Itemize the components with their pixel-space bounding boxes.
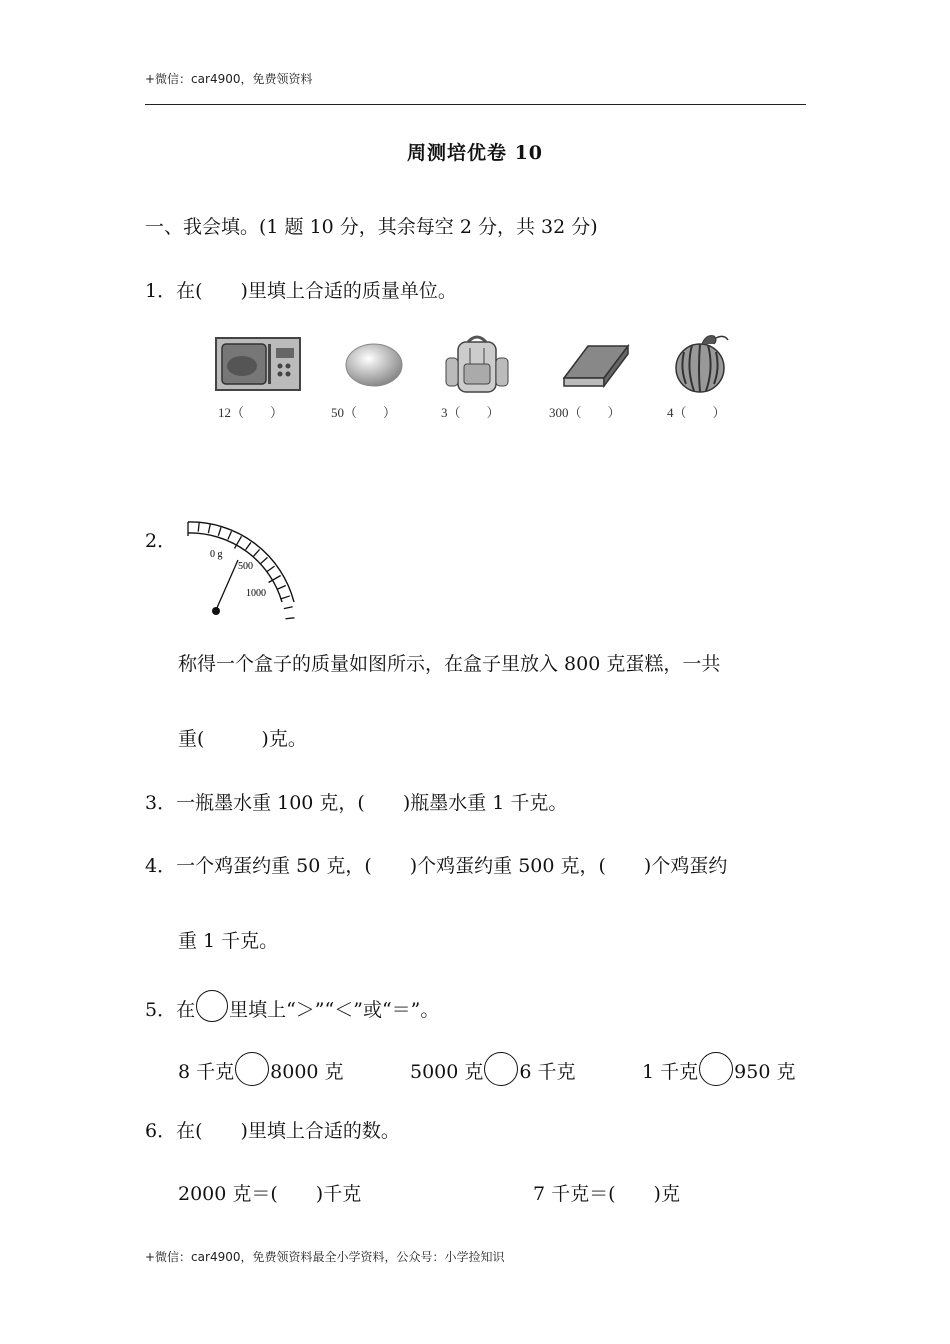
question-5-suffix: 里填上“＞”“＜”或“＝”。: [229, 999, 440, 1021]
watermelon-icon: [668, 330, 734, 400]
comparison-1: [178, 1052, 344, 1086]
scale-pivot: [212, 607, 220, 615]
question-5-prefix: 5．在: [145, 999, 196, 1021]
answer-circle-3[interactable]: [699, 1052, 733, 1086]
scale-tick: [285, 618, 294, 619]
question-1-text: 1．在( )里填上合适的质量单位。: [145, 280, 457, 302]
comparison-3-left: 1 千克: [642, 1061, 699, 1083]
question-2-line2: 重( )克。: [178, 728, 307, 750]
question-5-text: [145, 990, 439, 1022]
scale-tick: [218, 527, 221, 536]
scale-dial: [180, 516, 300, 624]
comparison-3-right: 950 克: [734, 1061, 796, 1083]
scale-tick: [254, 549, 260, 556]
q1-label-backpack: 3（ ）: [441, 405, 500, 420]
comparison-1-left: 8 千克: [178, 1061, 235, 1083]
scale-tick: [261, 557, 268, 563]
backpack-icon: [440, 334, 514, 400]
comparison-1-right: 8000 克: [270, 1061, 344, 1083]
scale-label-1000: 1000: [246, 588, 266, 599]
scale-label-500: 500: [238, 561, 253, 572]
compare-circle-icon: [196, 990, 228, 1022]
question-2-line1: 称得一个盒子的质量如图所示，在盒子里放入 800 克蛋糕，一共: [178, 653, 721, 675]
scale-needle: [216, 560, 238, 610]
answer-circle-1[interactable]: [235, 1052, 269, 1086]
scale-tick: [228, 531, 232, 539]
q1-label-watermelon: 4（ ）: [667, 405, 726, 420]
question-6-text: 6．在( )里填上合适的数。: [145, 1120, 400, 1142]
page-footer: +微信：car4900，免费领资料最全小学资料，公众号：小学捡知识: [145, 1250, 505, 1264]
header-rule: [145, 104, 806, 105]
section-heading: 一、我会填。(1 题 10 分，其余每空 2 分，共 32 分): [145, 216, 598, 238]
page-title: 周测培优卷 10: [406, 142, 544, 164]
answer-circle-2[interactable]: [484, 1052, 518, 1086]
q1-label-egg: 50（ ）: [331, 405, 397, 420]
q1-label-microwave: 12（ ）: [218, 405, 284, 420]
question-3-text: 3．一瓶墨水重 100 克，( )瓶墨水重 1 千克。: [145, 792, 568, 814]
scale-tick: [246, 542, 251, 549]
scale-tick: [278, 585, 286, 589]
comparison-2-right: 6 千克: [519, 1061, 576, 1083]
q6-item-1: 2000 克＝( )千克: [178, 1183, 362, 1205]
scale-tick: [198, 523, 199, 532]
scale-tick: [208, 524, 210, 533]
comparison-3: [642, 1052, 795, 1086]
question-2-number: 2．: [145, 530, 177, 552]
q6-item-2: 7 千克＝( )克: [533, 1183, 680, 1205]
question-4-line2: 重 1 千克。: [178, 930, 279, 952]
q1-label-book: 300（ ）: [549, 405, 621, 420]
scale-tick: [281, 596, 290, 599]
scale-label-zero: 0 g: [210, 549, 223, 560]
egg-icon: [344, 340, 404, 394]
scale-tick: [284, 607, 293, 609]
question-4-line1: 4．一个鸡蛋约重 50 克，( )个鸡蛋约重 500 克，( )个鸡蛋约: [145, 855, 728, 877]
scale-tick: [267, 566, 274, 571]
comparison-2: [410, 1052, 576, 1086]
page-header: +微信：car4900，免费领资料: [145, 72, 313, 86]
book-icon: [558, 338, 632, 398]
comparison-2-left: 5000 克: [410, 1061, 484, 1083]
microwave-icon: [214, 334, 304, 398]
